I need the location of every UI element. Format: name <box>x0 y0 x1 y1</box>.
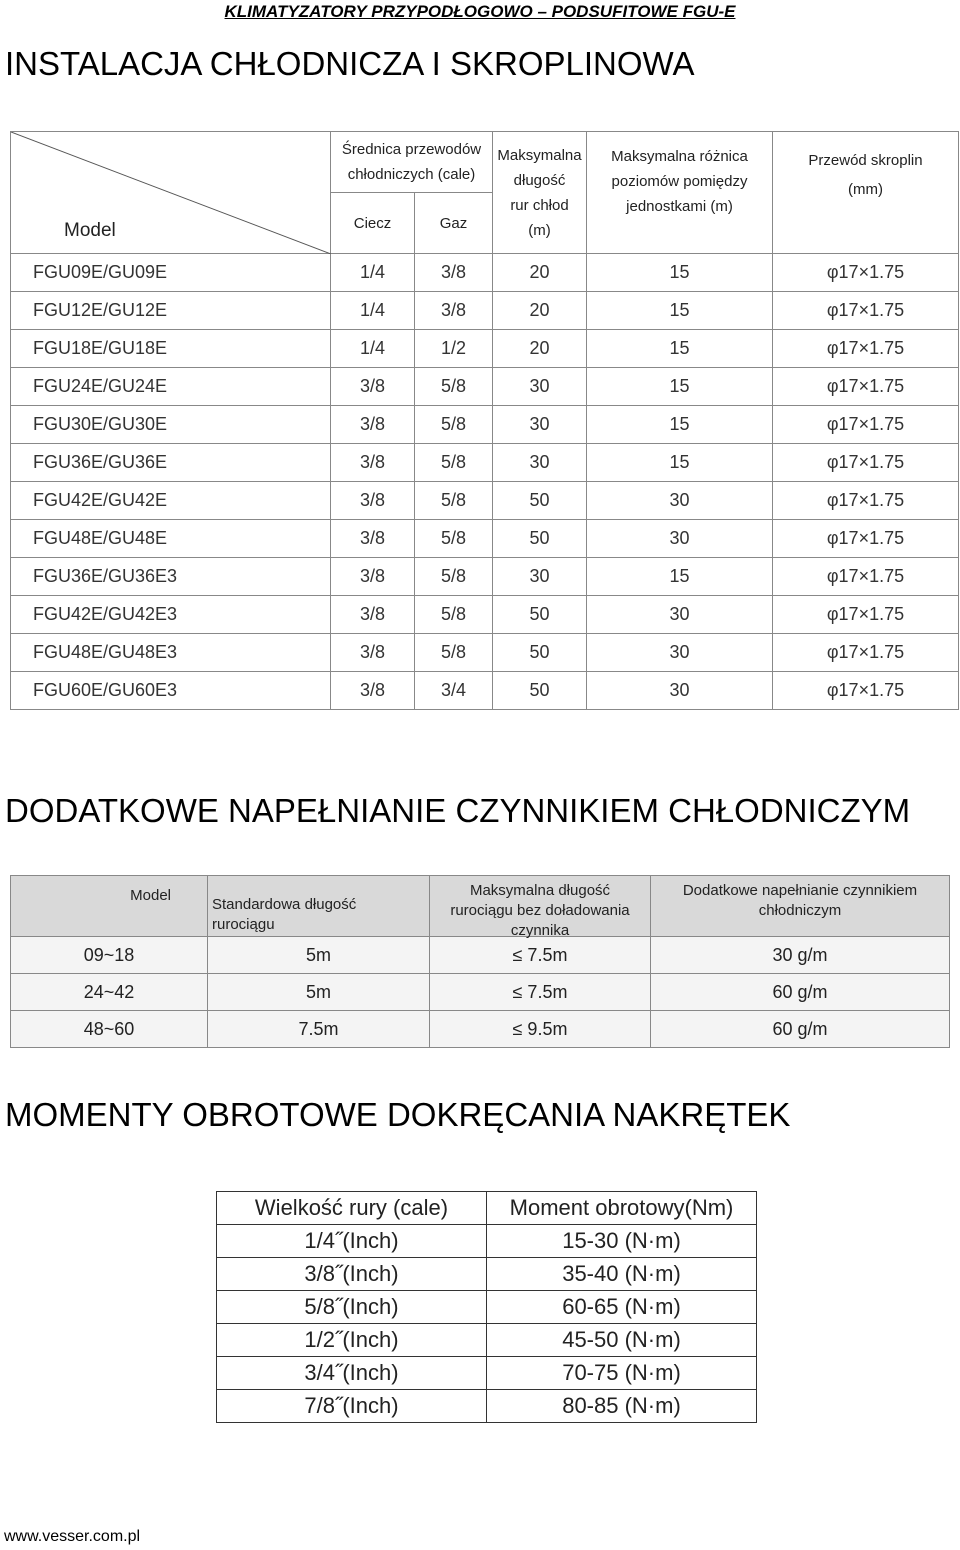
table-cell: 1/4 <box>331 254 415 292</box>
table-cell: 3/8 <box>331 444 415 482</box>
table-cell: 7/8˝(Inch) <box>217 1390 487 1423</box>
table-cell: 3/8 <box>331 672 415 710</box>
table-cell: 30 <box>587 596 773 634</box>
table-cell: ≤ 7.5m <box>430 974 651 1011</box>
table-cell: 48~60 <box>11 1011 208 1048</box>
table-cell: 5m <box>208 974 430 1011</box>
table-row <box>217 1390 757 1423</box>
table-cell: φ17×1.75 <box>773 406 959 444</box>
table-cell: φ17×1.75 <box>773 558 959 596</box>
table-cell: 45-50 (N·m) <box>487 1324 757 1357</box>
table-cell: 35-40 (N·m) <box>487 1258 757 1291</box>
table-row <box>11 937 950 974</box>
table-cell: 50 <box>493 596 587 634</box>
table-cell: 5/8 <box>415 520 493 558</box>
table-cell: FGU36E/GU36E <box>11 444 331 482</box>
table-cell: 3/8 <box>415 292 493 330</box>
table-cell: 5/8 <box>415 558 493 596</box>
table-cell: 30 <box>493 406 587 444</box>
table-cell: 1/4 <box>331 292 415 330</box>
torque-header: Moment obrotowy(Nm) <box>487 1192 757 1225</box>
section-title-refrigerant: DODATKOWE NAPEŁNIANIE CZYNNIKIEM CHŁODNICZYM <box>5 792 911 829</box>
additional-charge-header: Dodatkowe napełnianie czynnikiem chłodniczym <box>651 876 950 937</box>
max-length-header: Maksymalna długość rur chłod (m) <box>493 132 587 254</box>
refrigerant-charge-table <box>10 875 950 1048</box>
table-cell: 5/8 <box>415 634 493 672</box>
torque-table <box>216 1191 757 1423</box>
table-row <box>217 1291 757 1324</box>
table-cell: 3/8 <box>331 482 415 520</box>
table-cell: 15 <box>587 254 773 292</box>
table-cell: 3/8 <box>331 368 415 406</box>
table-cell: FGU60E/GU60E3 <box>11 672 331 710</box>
pipe-size-header: Wielkość rury (cale) <box>217 1192 487 1225</box>
table-cell: 3/8 <box>415 254 493 292</box>
table-cell: 24~42 <box>11 974 208 1011</box>
table-cell: 20 <box>493 330 587 368</box>
table-cell: 60 g/m <box>651 974 950 1011</box>
table-cell: 09~18 <box>11 937 208 974</box>
table-cell: FGU42E/GU42E <box>11 482 331 520</box>
table-cell: φ17×1.75 <box>773 520 959 558</box>
table-cell: FGU24E/GU24E <box>11 368 331 406</box>
table-cell: 15 <box>587 444 773 482</box>
footer-url: www.vesser.com.pl <box>4 1528 141 1545</box>
table-cell: 15-30 (N·m) <box>487 1225 757 1258</box>
table-cell: φ17×1.75 <box>773 634 959 672</box>
table-row <box>11 406 959 444</box>
table-row <box>217 1357 757 1390</box>
table-cell: FGU42E/GU42E3 <box>11 596 331 634</box>
table-row <box>11 1011 950 1048</box>
table-cell: 50 <box>493 634 587 672</box>
table-cell: 5/8 <box>415 596 493 634</box>
running-header: KLIMATYZATORY PRZYPODŁOGOWO – PODSUFITOWE FGU-E <box>224 2 736 21</box>
table-cell: 5/8˝(Inch) <box>217 1291 487 1324</box>
table-row <box>11 558 959 596</box>
table-row <box>11 444 959 482</box>
table-cell: 5/8 <box>415 444 493 482</box>
table-cell: FGU09E/GU09E <box>11 254 331 292</box>
std-length-header: Standardowa długość rurociągu <box>208 876 430 937</box>
table-cell: 7.5m <box>208 1011 430 1048</box>
model-header: Model <box>64 220 116 241</box>
table-cell: FGU18E/GU18E <box>11 330 331 368</box>
table-cell: φ17×1.75 <box>773 254 959 292</box>
table-row <box>11 254 959 292</box>
table-row <box>217 1258 757 1291</box>
table-row <box>11 482 959 520</box>
table-cell: 3/8 <box>331 558 415 596</box>
max-height-diff-header: Maksymalna różnica poziomów pomiędzy jednostkami (m) <box>587 132 773 254</box>
table-cell: 15 <box>587 406 773 444</box>
table-row <box>11 520 959 558</box>
table-row <box>11 292 959 330</box>
section-title-installation: INSTALACJA CHŁODNICZA I SKROPLINOWA <box>5 45 695 82</box>
table-cell: FGU48E/GU48E3 <box>11 634 331 672</box>
table-cell: φ17×1.75 <box>773 672 959 710</box>
table-cell: 1/4˝(Inch) <box>217 1225 487 1258</box>
table-cell: FGU12E/GU12E <box>11 292 331 330</box>
table-cell: 80-85 (N·m) <box>487 1390 757 1423</box>
table-cell: 5/8 <box>415 482 493 520</box>
table-cell: φ17×1.75 <box>773 368 959 406</box>
table-cell: 30 <box>587 520 773 558</box>
pipe-installation-table <box>10 131 959 710</box>
table-cell: φ17×1.75 <box>773 330 959 368</box>
table-cell: 15 <box>587 368 773 406</box>
table-row <box>11 634 959 672</box>
table-row <box>11 330 959 368</box>
table-cell: 30 <box>493 444 587 482</box>
table-cell: 3/8˝(Inch) <box>217 1258 487 1291</box>
drain-pipe-header: Przewód skroplin (mm) <box>773 132 959 254</box>
table-cell: 50 <box>493 482 587 520</box>
table-cell: 30 <box>587 672 773 710</box>
diameter-header: Średnica przewodów chłodniczych (cale) <box>331 132 493 193</box>
diagonal-line <box>11 132 331 254</box>
table-cell: φ17×1.75 <box>773 292 959 330</box>
table-cell: 60 g/m <box>651 1011 950 1048</box>
table-cell: φ17×1.75 <box>773 596 959 634</box>
table-cell: 1/2˝(Inch) <box>217 1324 487 1357</box>
table-cell: 3/8 <box>331 406 415 444</box>
table-cell: 15 <box>587 292 773 330</box>
table-cell: 50 <box>493 672 587 710</box>
model-header: Model <box>11 876 208 937</box>
table-cell: 5/8 <box>415 368 493 406</box>
table-row <box>11 368 959 406</box>
table-cell: φ17×1.75 <box>773 444 959 482</box>
table-cell: 30 <box>587 482 773 520</box>
table-cell: φ17×1.75 <box>773 482 959 520</box>
max-length-no-charge-header: Maksymalna długość rurociągu bez doładowania czynnika <box>430 876 651 937</box>
table-cell: 20 <box>493 254 587 292</box>
table-cell: ≤ 9.5m <box>430 1011 651 1048</box>
table-cell: ≤ 7.5m <box>430 937 651 974</box>
table-cell: 3/8 <box>331 520 415 558</box>
table-cell: FGU30E/GU30E <box>11 406 331 444</box>
table-cell: 3/4˝(Inch) <box>217 1357 487 1390</box>
table-cell: 3/4 <box>415 672 493 710</box>
table-cell: 1/4 <box>331 330 415 368</box>
table-cell: 15 <box>587 330 773 368</box>
table-cell: 5/8 <box>415 406 493 444</box>
table-cell: FGU36E/GU36E3 <box>11 558 331 596</box>
table-cell: FGU48E/GU48E <box>11 520 331 558</box>
table-cell: 70-75 (N·m) <box>487 1357 757 1390</box>
table-cell: 30 <box>493 368 587 406</box>
gas-header: Gaz <box>415 193 493 254</box>
table-cell: 3/8 <box>331 634 415 672</box>
table-cell: 15 <box>587 558 773 596</box>
table-row <box>11 596 959 634</box>
table-cell: 30 g/m <box>651 937 950 974</box>
table-cell: 20 <box>493 292 587 330</box>
section-title-torque: MOMENTY OBROTOWE DOKRĘCANIA NAKRĘTEK <box>5 1096 791 1133</box>
model-header-cell <box>11 132 331 254</box>
table-cell: 1/2 <box>415 330 493 368</box>
table-cell: 3/8 <box>331 596 415 634</box>
table-cell: 60-65 (N·m) <box>487 1291 757 1324</box>
table-row <box>217 1225 757 1258</box>
table-cell: 5m <box>208 937 430 974</box>
table-row <box>11 974 950 1011</box>
table-cell: 50 <box>493 520 587 558</box>
table-cell: 30 <box>493 558 587 596</box>
table-row <box>217 1324 757 1357</box>
table-cell: 30 <box>587 634 773 672</box>
table-row <box>11 672 959 710</box>
liquid-header: Ciecz <box>331 193 415 254</box>
